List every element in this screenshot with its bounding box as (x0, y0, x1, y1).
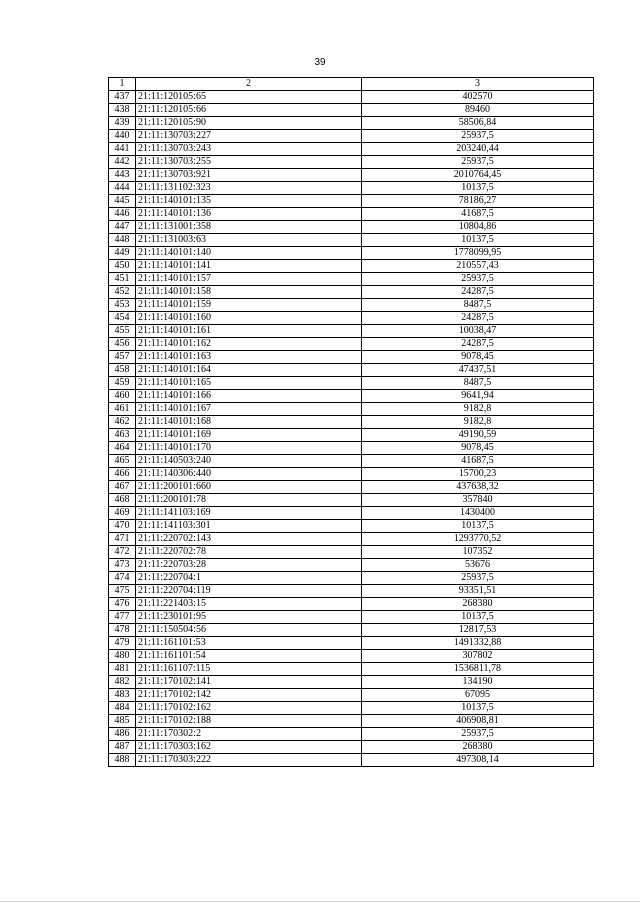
header-row (109, 78, 594, 91)
cadastral-value: 67095 (362, 689, 594, 702)
table-row (109, 195, 594, 208)
cadastral-value: 9182,8 (362, 403, 594, 416)
cadastral-value: 1778099,95 (362, 247, 594, 260)
cadastral-number: 21:11:131102:323 (136, 182, 362, 195)
cadastral-value: 53676 (362, 559, 594, 572)
cadastral-number: 21:11:141103:169 (136, 507, 362, 520)
row-number: 476 (109, 598, 136, 611)
cadastral-number: 21:11:170303:162 (136, 741, 362, 754)
table-row (109, 689, 594, 702)
row-number: 477 (109, 611, 136, 624)
table-row (109, 663, 594, 676)
table-row (109, 533, 594, 546)
table-row (109, 169, 594, 182)
header-col-3: 3 (362, 78, 594, 91)
cadastral-number: 21:11:140101:161 (136, 325, 362, 338)
cadastral-number: 21:11:140101:158 (136, 286, 362, 299)
table-row (109, 598, 594, 611)
row-number: 441 (109, 143, 136, 156)
cadastral-value: 203240,44 (362, 143, 594, 156)
cadastral-value: 24287,5 (362, 286, 594, 299)
cadastral-number: 21:11:220702:78 (136, 546, 362, 559)
row-number: 483 (109, 689, 136, 702)
cadastral-number: 21:11:140306:440 (136, 468, 362, 481)
cadastral-number: 21:11:170302:2 (136, 728, 362, 741)
row-number: 455 (109, 325, 136, 338)
cadastral-number: 21:11:220703:28 (136, 559, 362, 572)
cadastral-value: 10137,5 (362, 611, 594, 624)
cadastral-number: 21:11:130703:227 (136, 130, 362, 143)
cadastral-value: 25937,5 (362, 130, 594, 143)
cadastral-number: 21:11:131001:358 (136, 221, 362, 234)
cadastral-number: 21:11:140101:165 (136, 377, 362, 390)
table-row (109, 624, 594, 637)
table-row (109, 312, 594, 325)
table-row (109, 637, 594, 650)
row-number: 447 (109, 221, 136, 234)
table-row (109, 507, 594, 520)
cadastral-value: 9641,94 (362, 390, 594, 403)
table-row (109, 234, 594, 247)
table-row (109, 676, 594, 689)
row-number: 480 (109, 650, 136, 663)
cadastral-number: 21:11:140101:159 (136, 299, 362, 312)
cadastral-number: 21:11:170102:141 (136, 676, 362, 689)
cadastral-value: 9078,45 (362, 351, 594, 364)
cadastral-number: 21:11:130703:921 (136, 169, 362, 182)
row-number: 475 (109, 585, 136, 598)
cadastral-value: 8487,5 (362, 299, 594, 312)
table-row (109, 273, 594, 286)
row-number: 463 (109, 429, 136, 442)
row-number: 485 (109, 715, 136, 728)
cadastral-number: 21:11:220704:119 (136, 585, 362, 598)
table-row (109, 702, 594, 715)
table-row (109, 286, 594, 299)
header-col-1: 1 (109, 78, 136, 91)
table-row (109, 442, 594, 455)
row-number: 469 (109, 507, 136, 520)
table-row (109, 130, 594, 143)
row-number: 450 (109, 260, 136, 273)
cadastral-value: 9078,45 (362, 442, 594, 455)
page-edge-divider (0, 901, 640, 902)
cadastral-value: 25937,5 (362, 156, 594, 169)
table-row (109, 494, 594, 507)
cadastral-number: 21:11:140101:168 (136, 416, 362, 429)
cadastral-number: 21:11:140101:160 (136, 312, 362, 325)
cadastral-number: 21:11:170303:222 (136, 754, 362, 767)
table-row (109, 91, 594, 104)
row-number: 484 (109, 702, 136, 715)
page-number: 39 (314, 57, 326, 68)
cadastral-number: 21:11:140101:163 (136, 351, 362, 364)
cadastral-value: 12817,53 (362, 624, 594, 637)
table-row (109, 728, 594, 741)
row-number: 449 (109, 247, 136, 260)
table-row (109, 754, 594, 767)
cadastral-number: 21:11:220704:1 (136, 572, 362, 585)
cadastral-value: 1293770,52 (362, 533, 594, 546)
cadastral-number: 21:11:140101:157 (136, 273, 362, 286)
cadastral-value: 49190,59 (362, 429, 594, 442)
cadastral-number: 21:11:131003:63 (136, 234, 362, 247)
table-row (109, 364, 594, 377)
row-number: 461 (109, 403, 136, 416)
cadastral-value: 58506,84 (362, 117, 594, 130)
table-row (109, 260, 594, 273)
cadastral-value-table (108, 77, 594, 767)
cadastral-value: 41687,5 (362, 208, 594, 221)
cadastral-value: 10137,5 (362, 234, 594, 247)
row-number: 467 (109, 481, 136, 494)
cadastral-number: 21:11:200101:660 (136, 481, 362, 494)
table-row (109, 546, 594, 559)
row-number: 465 (109, 455, 136, 468)
row-number: 459 (109, 377, 136, 390)
cadastral-value: 10137,5 (362, 702, 594, 715)
cadastral-value: 437638,32 (362, 481, 594, 494)
table-row (109, 429, 594, 442)
table-row (109, 117, 594, 130)
table-row (109, 559, 594, 572)
cadastral-number: 21:11:220702:143 (136, 533, 362, 546)
table-row (109, 299, 594, 312)
row-number: 474 (109, 572, 136, 585)
cadastral-number: 21:11:141103:301 (136, 520, 362, 533)
row-number: 456 (109, 338, 136, 351)
table-body (109, 91, 594, 767)
table-row (109, 572, 594, 585)
cadastral-value: 307802 (362, 650, 594, 663)
row-number: 439 (109, 117, 136, 130)
cadastral-value: 9182,8 (362, 416, 594, 429)
row-number: 488 (109, 754, 136, 767)
cadastral-number: 21:11:140101:166 (136, 390, 362, 403)
row-number: 457 (109, 351, 136, 364)
cadastral-number: 21:11:161101:53 (136, 637, 362, 650)
row-number: 468 (109, 494, 136, 507)
row-number: 440 (109, 130, 136, 143)
cadastral-number: 21:11:120105:65 (136, 91, 362, 104)
row-number: 444 (109, 182, 136, 195)
table-row (109, 650, 594, 663)
row-number: 454 (109, 312, 136, 325)
cadastral-number: 21:11:161101:54 (136, 650, 362, 663)
cadastral-number: 21:11:230101:95 (136, 611, 362, 624)
cadastral-number: 21:11:130703:243 (136, 143, 362, 156)
cadastral-value: 25937,5 (362, 728, 594, 741)
table-row (109, 455, 594, 468)
table-row (109, 611, 594, 624)
row-number: 479 (109, 637, 136, 650)
table-row (109, 221, 594, 234)
cadastral-value: 47437,51 (362, 364, 594, 377)
cadastral-value: 402570 (362, 91, 594, 104)
row-number: 443 (109, 169, 136, 182)
row-number: 437 (109, 91, 136, 104)
cadastral-number: 21:11:120105:90 (136, 117, 362, 130)
table-row (109, 156, 594, 169)
row-number: 473 (109, 559, 136, 572)
cadastral-value: 2010764,45 (362, 169, 594, 182)
cadastral-number: 21:11:120105:66 (136, 104, 362, 117)
table-row (109, 481, 594, 494)
row-number: 451 (109, 273, 136, 286)
table-row (109, 104, 594, 117)
row-number: 478 (109, 624, 136, 637)
header-col-2: 2 (136, 78, 362, 91)
table-row (109, 338, 594, 351)
cadastral-value: 134190 (362, 676, 594, 689)
table-row (109, 351, 594, 364)
cadastral-value: 25937,5 (362, 572, 594, 585)
table-row (109, 390, 594, 403)
cadastral-number: 21:11:140101:167 (136, 403, 362, 416)
cadastral-number: 21:11:140503:240 (136, 455, 362, 468)
cadastral-number: 21:11:140101:164 (136, 364, 362, 377)
cadastral-number: 21:11:150504:56 (136, 624, 362, 637)
row-number: 481 (109, 663, 136, 676)
cadastral-value: 10137,5 (362, 182, 594, 195)
row-number: 482 (109, 676, 136, 689)
row-number: 448 (109, 234, 136, 247)
row-number: 446 (109, 208, 136, 221)
table-header (109, 78, 594, 91)
cadastral-value: 107352 (362, 546, 594, 559)
cadastral-number: 21:11:170102:188 (136, 715, 362, 728)
table-row (109, 208, 594, 221)
table-row (109, 247, 594, 260)
table-row (109, 325, 594, 338)
table-row (109, 520, 594, 533)
cadastral-number: 21:11:140101:135 (136, 195, 362, 208)
row-number: 466 (109, 468, 136, 481)
cadastral-number: 21:11:140101:136 (136, 208, 362, 221)
cadastral-value: 357840 (362, 494, 594, 507)
cadastral-number: 21:11:140101:141 (136, 260, 362, 273)
table-row (109, 182, 594, 195)
cadastral-value: 1536811,78 (362, 663, 594, 676)
table-row (109, 741, 594, 754)
row-number: 471 (109, 533, 136, 546)
cadastral-number: 21:11:140101:140 (136, 247, 362, 260)
cadastral-value: 497308,14 (362, 754, 594, 767)
row-number: 438 (109, 104, 136, 117)
table-row (109, 377, 594, 390)
cadastral-value: 15700,23 (362, 468, 594, 481)
cadastral-value: 41687,5 (362, 455, 594, 468)
row-number: 453 (109, 299, 136, 312)
table-row (109, 403, 594, 416)
cadastral-value: 10038,47 (362, 325, 594, 338)
row-number: 472 (109, 546, 136, 559)
cadastral-value: 78186,27 (362, 195, 594, 208)
row-number: 486 (109, 728, 136, 741)
cadastral-value: 8487,5 (362, 377, 594, 390)
cadastral-number: 21:11:140101:162 (136, 338, 362, 351)
cadastral-value: 268380 (362, 741, 594, 754)
row-number: 487 (109, 741, 136, 754)
row-number: 464 (109, 442, 136, 455)
cadastral-value: 1491332,88 (362, 637, 594, 650)
table-row (109, 416, 594, 429)
table-row (109, 468, 594, 481)
cadastral-value: 24287,5 (362, 312, 594, 325)
table-row (109, 715, 594, 728)
cadastral-value: 10804,86 (362, 221, 594, 234)
row-number: 460 (109, 390, 136, 403)
row-number: 458 (109, 364, 136, 377)
cadastral-value: 89460 (362, 104, 594, 117)
cadastral-value: 24287,5 (362, 338, 594, 351)
cadastral-number: 21:11:200101:78 (136, 494, 362, 507)
cadastral-number: 21:11:170102:162 (136, 702, 362, 715)
row-number: 470 (109, 520, 136, 533)
table-row (109, 143, 594, 156)
cadastral-value: 406908,81 (362, 715, 594, 728)
cadastral-number: 21:11:161107:115 (136, 663, 362, 676)
cadastral-value: 210557,43 (362, 260, 594, 273)
cadastral-value: 268380 (362, 598, 594, 611)
cadastral-value: 10137,5 (362, 520, 594, 533)
cadastral-number: 21:11:140101:169 (136, 429, 362, 442)
cadastral-number: 21:11:221403:15 (136, 598, 362, 611)
cadastral-value: 93351,51 (362, 585, 594, 598)
cadastral-value: 25937,5 (362, 273, 594, 286)
cadastral-value: 1430400 (362, 507, 594, 520)
cadastral-number: 21:11:170102:142 (136, 689, 362, 702)
row-number: 445 (109, 195, 136, 208)
cadastral-number: 21:11:140101:170 (136, 442, 362, 455)
table-row (109, 585, 594, 598)
cadastral-number: 21:11:130703:255 (136, 156, 362, 169)
row-number: 462 (109, 416, 136, 429)
row-number: 452 (109, 286, 136, 299)
row-number: 442 (109, 156, 136, 169)
